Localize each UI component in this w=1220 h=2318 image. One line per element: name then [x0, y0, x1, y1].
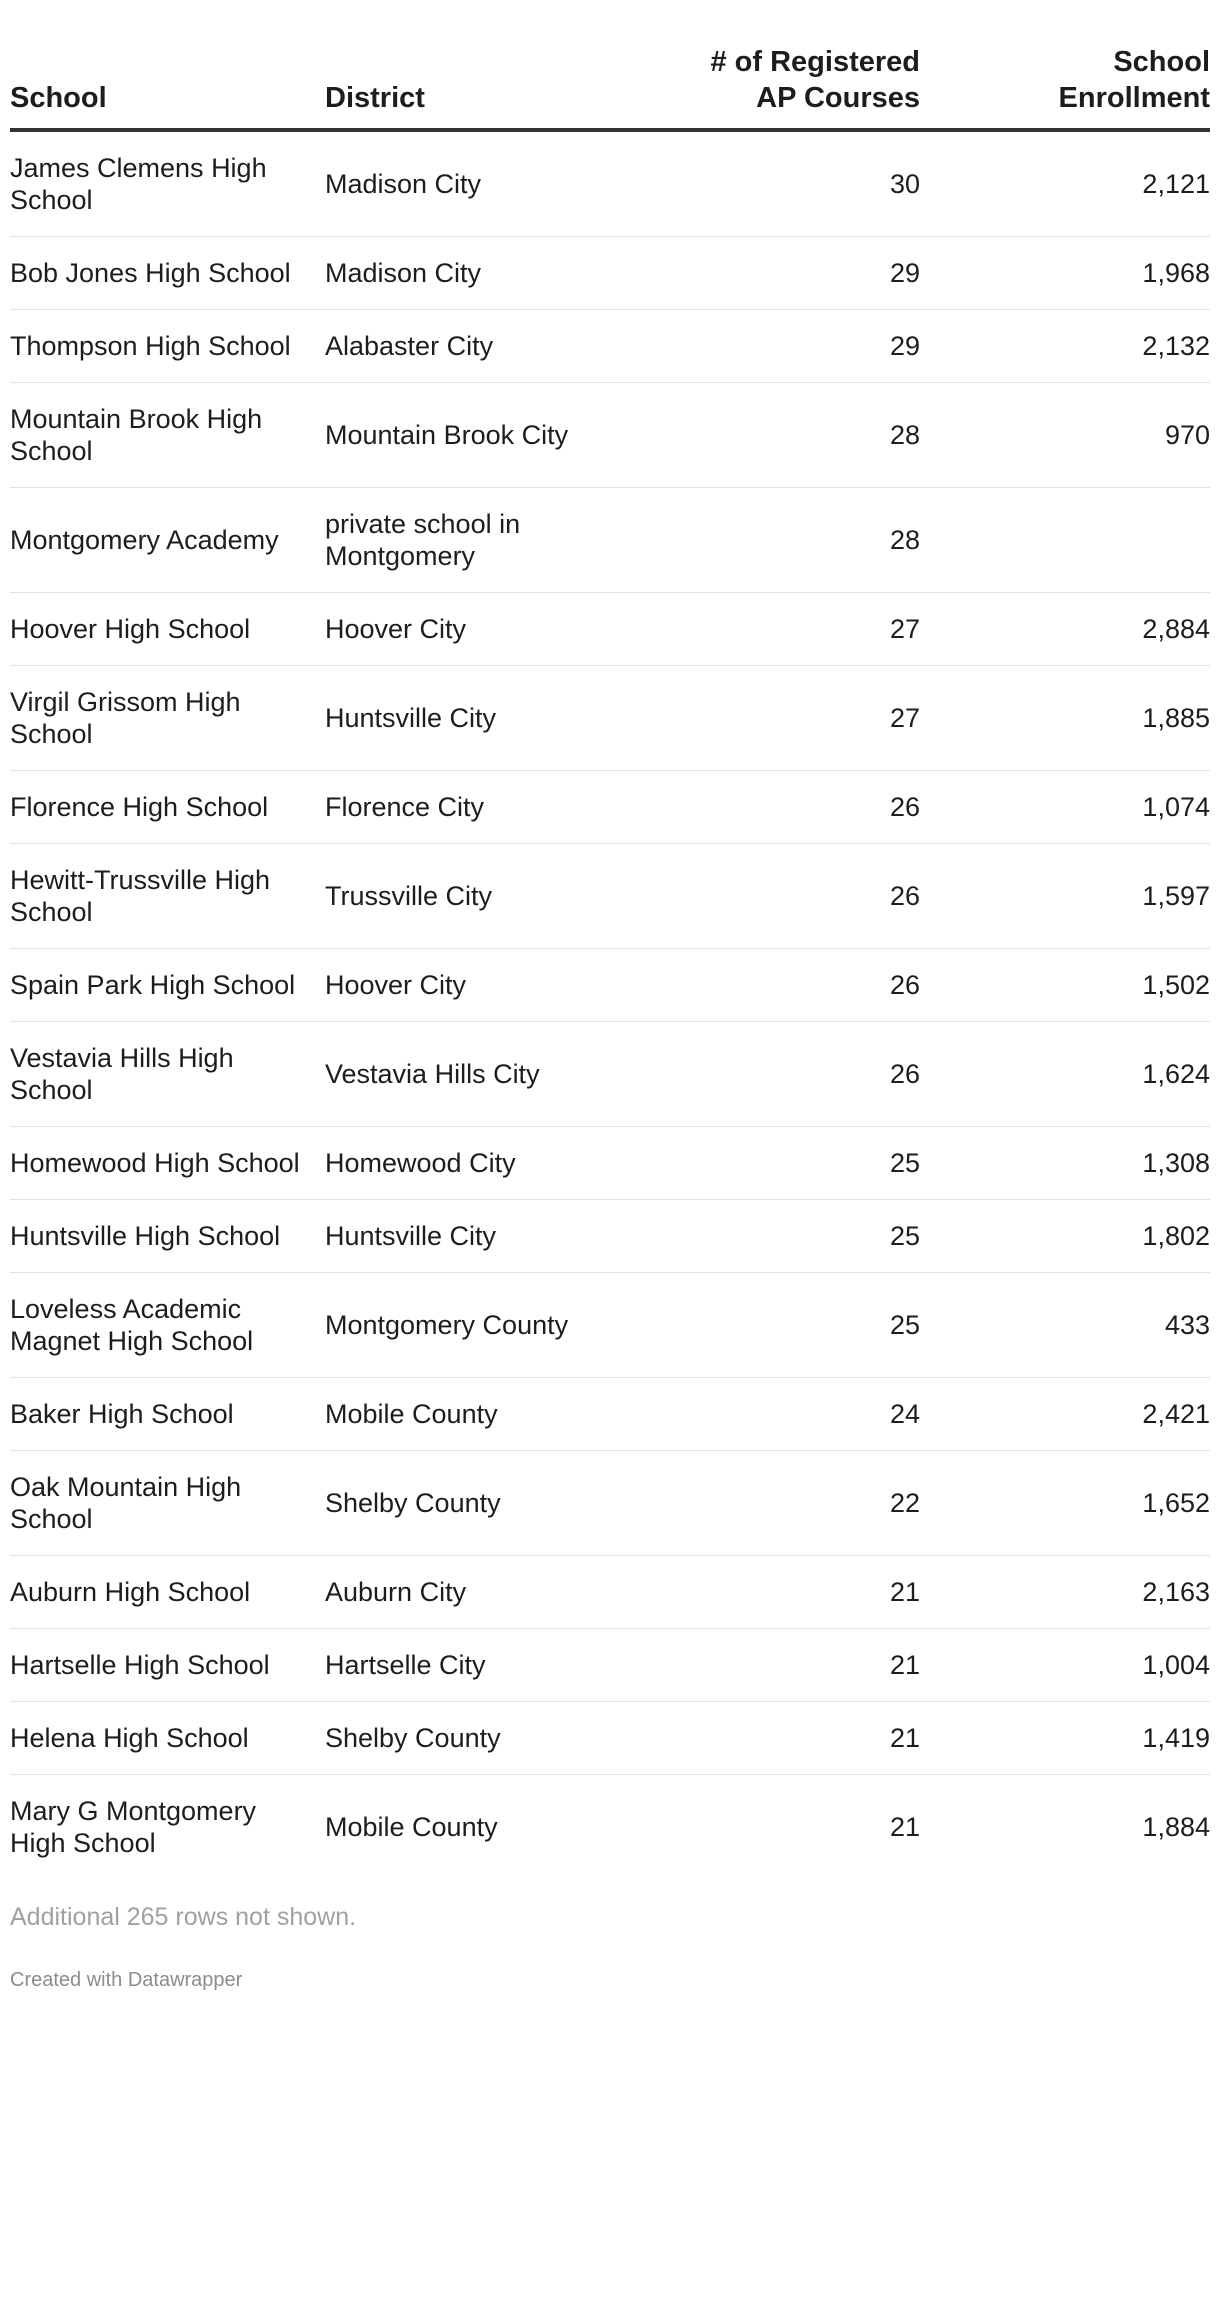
cell-district: Hoover City — [325, 949, 640, 1022]
cell-district: Montgomery County — [325, 1273, 640, 1378]
cell-district: Mountain Brook City — [325, 383, 640, 488]
cell-ap-courses: 25 — [640, 1273, 920, 1378]
cell-ap-courses: 22 — [640, 1451, 920, 1556]
cell-district: Hoover City — [325, 593, 640, 666]
cell-school: Montgomery Academy — [10, 488, 325, 593]
cell-ap-courses: 21 — [640, 1629, 920, 1702]
cell-ap-courses: 26 — [640, 844, 920, 949]
cell-school: Mountain Brook High School — [10, 383, 325, 488]
cell-school: Virgil Grissom High School — [10, 666, 325, 771]
cell-district: Alabaster City — [325, 310, 640, 383]
cell-district: Shelby County — [325, 1702, 640, 1775]
cell-enrollment: 1,004 — [920, 1629, 1210, 1702]
cell-district: Trussville City — [325, 844, 640, 949]
table-row — [10, 310, 1210, 383]
table-row — [10, 1451, 1210, 1556]
cell-school: Hoover High School — [10, 593, 325, 666]
cell-ap-courses: 24 — [640, 1378, 920, 1451]
cell-enrollment: 970 — [920, 383, 1210, 488]
cell-school: Hewitt-Trussville High School — [10, 844, 325, 949]
cell-district: Mobile County — [325, 1378, 640, 1451]
cell-ap-courses: 26 — [640, 771, 920, 844]
cell-enrollment: 1,502 — [920, 949, 1210, 1022]
table-row — [10, 130, 1210, 237]
cell-school: Florence High School — [10, 771, 325, 844]
ap-courses-table — [10, 40, 1210, 1879]
table-header — [10, 40, 1210, 130]
table-row — [10, 1022, 1210, 1127]
cell-ap-courses: 29 — [640, 237, 920, 310]
cell-enrollment: 2,121 — [920, 130, 1210, 237]
cell-school: Homewood High School — [10, 1127, 325, 1200]
cell-district: Florence City — [325, 771, 640, 844]
rows-not-shown-note: Additional 265 rows not shown. — [10, 1903, 357, 1931]
header-enrollment[interactable] — [920, 40, 1210, 130]
table-row — [10, 593, 1210, 666]
header-ap-courses[interactable] — [640, 40, 920, 130]
table-row — [10, 488, 1210, 593]
cell-ap-courses: 26 — [640, 949, 920, 1022]
datawrapper-credit[interactable]: Created with Datawrapper — [10, 1969, 243, 1991]
header-school[interactable]: School — [10, 40, 325, 130]
cell-ap-courses: 21 — [889, 1812, 920, 1842]
table-row — [10, 1556, 1210, 1629]
cell-ap-courses: 27 — [640, 666, 920, 771]
cell-school: Vestavia Hills High School — [10, 1022, 325, 1127]
cell-district: Vestavia Hills City — [325, 1022, 640, 1127]
cell-ap-courses: 26 — [640, 1022, 920, 1127]
cell-school: Mary G Montgomery High School — [10, 1796, 257, 1858]
table-row — [10, 383, 1210, 488]
cell-enrollment: 2,884 — [920, 593, 1210, 666]
table-row — [10, 1200, 1210, 1273]
cell-school: Spain Park High School — [10, 949, 325, 1022]
table-row — [10, 1127, 1210, 1200]
cell-enrollment: 2,421 — [920, 1378, 1210, 1451]
cell-school: Helena High School — [10, 1702, 325, 1775]
cell-district: Huntsville City — [325, 1200, 640, 1273]
cell-enrollment: 1,308 — [920, 1127, 1210, 1200]
cell-enrollment: 1,419 — [920, 1702, 1210, 1775]
cell-school: Hartselle High School — [10, 1629, 325, 1702]
table-row — [10, 1775, 1210, 1880]
cell-ap-courses: 28 — [640, 383, 920, 488]
header-ap-courses-label: # of Registered AP Courses — [710, 46, 920, 114]
cell-ap-courses: 25 — [640, 1200, 920, 1273]
cell-enrollment: 1,802 — [920, 1200, 1210, 1273]
cell-ap-courses: 21 — [640, 1702, 920, 1775]
cell-district: Mobile County — [325, 1812, 498, 1842]
cell-school: Oak Mountain High School — [10, 1451, 325, 1556]
cell-district: Madison City — [325, 237, 640, 310]
table-row — [10, 771, 1210, 844]
cell-school: Huntsville High School — [10, 1200, 325, 1273]
cell-ap-courses: 27 — [640, 593, 920, 666]
header-district[interactable]: District — [325, 40, 640, 130]
cell-district: Madison City — [325, 130, 640, 237]
cell-district: Huntsville City — [325, 666, 640, 771]
cell-ap-courses: 29 — [640, 310, 920, 383]
cell-school: Loveless Academic Magnet High School — [10, 1273, 325, 1378]
cell-enrollment: 1,074 — [920, 771, 1210, 844]
cell-enrollment: 1,884 — [1142, 1812, 1210, 1842]
table-row — [10, 844, 1210, 949]
cell-district: Hartselle City — [325, 1629, 640, 1702]
cell-school: Baker High School — [10, 1378, 325, 1451]
cell-district: private school in Montgomery — [325, 488, 640, 593]
cell-district: Auburn City — [325, 1556, 640, 1629]
cell-enrollment: 1,652 — [920, 1451, 1210, 1556]
cell-district: Homewood City — [325, 1127, 640, 1200]
cell-enrollment: 2,132 — [920, 310, 1210, 383]
table-row — [10, 1273, 1210, 1378]
cell-enrollment: 1,597 — [920, 844, 1210, 949]
cell-enrollment — [920, 488, 1210, 593]
table-row — [10, 1702, 1210, 1775]
cell-ap-courses: 21 — [640, 1556, 920, 1629]
header-row — [10, 40, 1210, 130]
cell-ap-courses: 30 — [640, 130, 920, 237]
table-row — [10, 666, 1210, 771]
table-row — [10, 949, 1210, 1022]
table-row — [10, 1629, 1210, 1702]
cell-ap-courses: 28 — [640, 488, 920, 593]
cell-school: James Clemens High School — [10, 130, 325, 237]
cell-ap-courses: 25 — [640, 1127, 920, 1200]
table-body — [10, 130, 1210, 1879]
cell-enrollment: 2,163 — [920, 1556, 1210, 1629]
table-row — [10, 237, 1210, 310]
cell-enrollment: 433 — [920, 1273, 1210, 1378]
table-row — [10, 1378, 1210, 1451]
cell-school: Bob Jones High School — [10, 237, 325, 310]
cell-district: Shelby County — [325, 1451, 640, 1556]
cell-enrollment: 1,624 — [920, 1022, 1210, 1127]
header-enrollment-label: School Enrollment — [1058, 46, 1210, 114]
cell-enrollment: 1,885 — [920, 666, 1210, 771]
cell-enrollment: 1,968 — [920, 237, 1210, 310]
cell-school: Thompson High School — [10, 310, 325, 383]
cell-school: Auburn High School — [10, 1556, 325, 1629]
